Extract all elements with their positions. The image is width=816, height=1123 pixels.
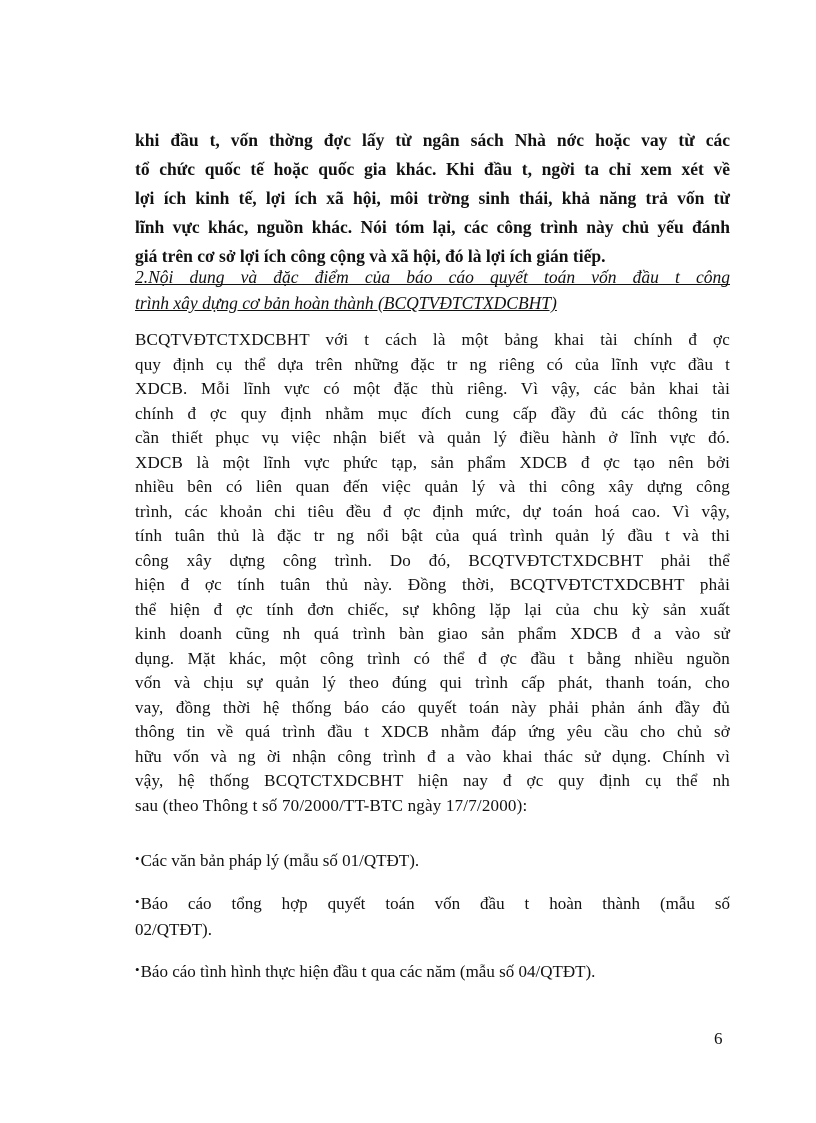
- page-number: 6: [714, 1029, 723, 1048]
- bullet-dot-icon: •: [135, 894, 140, 909]
- bullet-text: Báo cáo tổng hợp quyết toán vốn đầu t hoàn thành (mẫu số: [140, 894, 730, 913]
- bold-paragraph-line: giá trên cơ sở lợi ích công cộng và xã hội, đó là lợi ích gián tiếp.: [135, 246, 606, 266]
- body-line: kinh doanh cũng nh quá trình bàn giao sản phẩm XDCB đ a vào sử: [135, 624, 730, 643]
- bullet-text: Các văn bản pháp lý (mẫu số 01/QTĐT).: [140, 851, 420, 870]
- body-line: vậy, hệ thống BCQTCTXDCBHT hiện nay đ ợc quy định cụ thể nh: [135, 771, 730, 790]
- body-line: BCQTVĐTCTXDCBHT với t cách là một bảng khai tài chính đ ợc: [135, 330, 730, 349]
- section-heading: [135, 264, 730, 316]
- body-line: trình, các khoản chi tiêu đều đ ợc định mức, dự toán hoá cao. Vì vậy,: [135, 501, 730, 521]
- body-line: sau (theo Thông t số 70/2000/TT-BTC ngày 17/7/2000):: [135, 795, 528, 815]
- section-heading-line: 2.Nội dung và đặc điểm của báo cáo quyết toán vốn đầu t công: [135, 267, 730, 287]
- body-line: chính đ ợc quy định nhằm mục đích cung cấp đầy đủ các thông tin: [135, 403, 730, 423]
- bold-paragraph-line: tổ chức quốc tế hoặc quốc gia khác. Khi đầu t, ngời ta chỉ xem xét về: [135, 159, 730, 179]
- bullet-line: 02/QTĐT).: [135, 919, 212, 939]
- body-line: nhiều bên có liên quan đến việc quản lý và thi công xây dựng công: [135, 477, 730, 496]
- bullet-text: Báo cáo tình hình thực hiện đầu t qua các năm (mẫu số 04/QTĐT).: [140, 962, 596, 981]
- bullet-dot-icon: •: [135, 962, 140, 977]
- body-line: hữu vốn và ng ời nhận công trình đ a vào khai thác sử dụng. Chính vì: [135, 746, 730, 766]
- bold-paragraph-line: khi đầu t, vốn thờng đợc lấy từ ngân sách Nhà nớc hoặc vay từ các: [135, 130, 730, 150]
- bold-paragraph-line: lĩnh vực khác, nguồn khác. Nói tóm lại, các công trình này chủ yếu đánh: [135, 217, 730, 237]
- body-line: dụng. Mặt khác, một công trình có thể đ ợc đầu t bằng nhiều nguồn: [135, 648, 730, 668]
- body-line: vốn và chịu sự quản lý theo đúng qui trình cấp phát, thanh toán, cho: [135, 673, 730, 692]
- body-line: quy định cụ thể dựa trên những đặc tr ng riêng có của lĩnh vực đầu t: [135, 354, 730, 374]
- bullet-dot-icon: •: [135, 851, 140, 866]
- heading-rule: [135, 284, 730, 285]
- bullet-item: [135, 849, 730, 875]
- bullet-line: [135, 960, 730, 986]
- bold-paragraph-line: lợi ích kinh tế, lợi ích xã hội, môi trờng sinh thái, khả năng trả vốn từ: [135, 188, 730, 208]
- body-line: XDCB là một lĩnh vực phức tạp, sản phẩm XDCB đ ợc tạo nên bởi: [135, 452, 730, 472]
- body-line: công xây dựng công trình. Do đó, BCQTVĐTCTXDCBHT phải thể: [135, 550, 730, 570]
- bullet-item: [135, 960, 730, 986]
- body-line: tính tuân thủ là đặc tr ng nổi bật của quá trình quản lý đầu t và thi: [135, 526, 730, 545]
- bullet-line: [135, 849, 730, 875]
- body-line: thể hiện đ ợc tính đơn chiếc, sự không lặp lại của chu kỳ sản xuất: [135, 599, 730, 619]
- body-line: thông tin về quá trình đầu t XDCB nhằm đáp ứng yêu cầu cho chủ sở: [135, 722, 730, 741]
- body-line: hiện đ ợc tính tuân thủ này. Đồng thời, BCQTVĐTCTXDCBHT phải: [135, 575, 730, 594]
- body-line: cần thiết phục vụ việc nhận biết và quản lý điều hành ở lĩnh vực đó.: [135, 428, 730, 447]
- section-heading-line: trình xây dựng cơ bản hoàn thành (BCQTVĐTCTXDCBHT): [135, 293, 557, 313]
- body-line: XDCB. Mỗi lĩnh vực có một đặc thù riêng. Vì vậy, các bản khai tài: [135, 379, 730, 398]
- bold-paragraph: [135, 126, 730, 271]
- bullet-item: [135, 892, 730, 942]
- bullet-line: [135, 892, 730, 918]
- body-line: vay, đồng thời hệ thống báo cáo quyết toán này phải phản ánh đầy đủ: [135, 697, 730, 717]
- body-paragraph: [135, 328, 730, 818]
